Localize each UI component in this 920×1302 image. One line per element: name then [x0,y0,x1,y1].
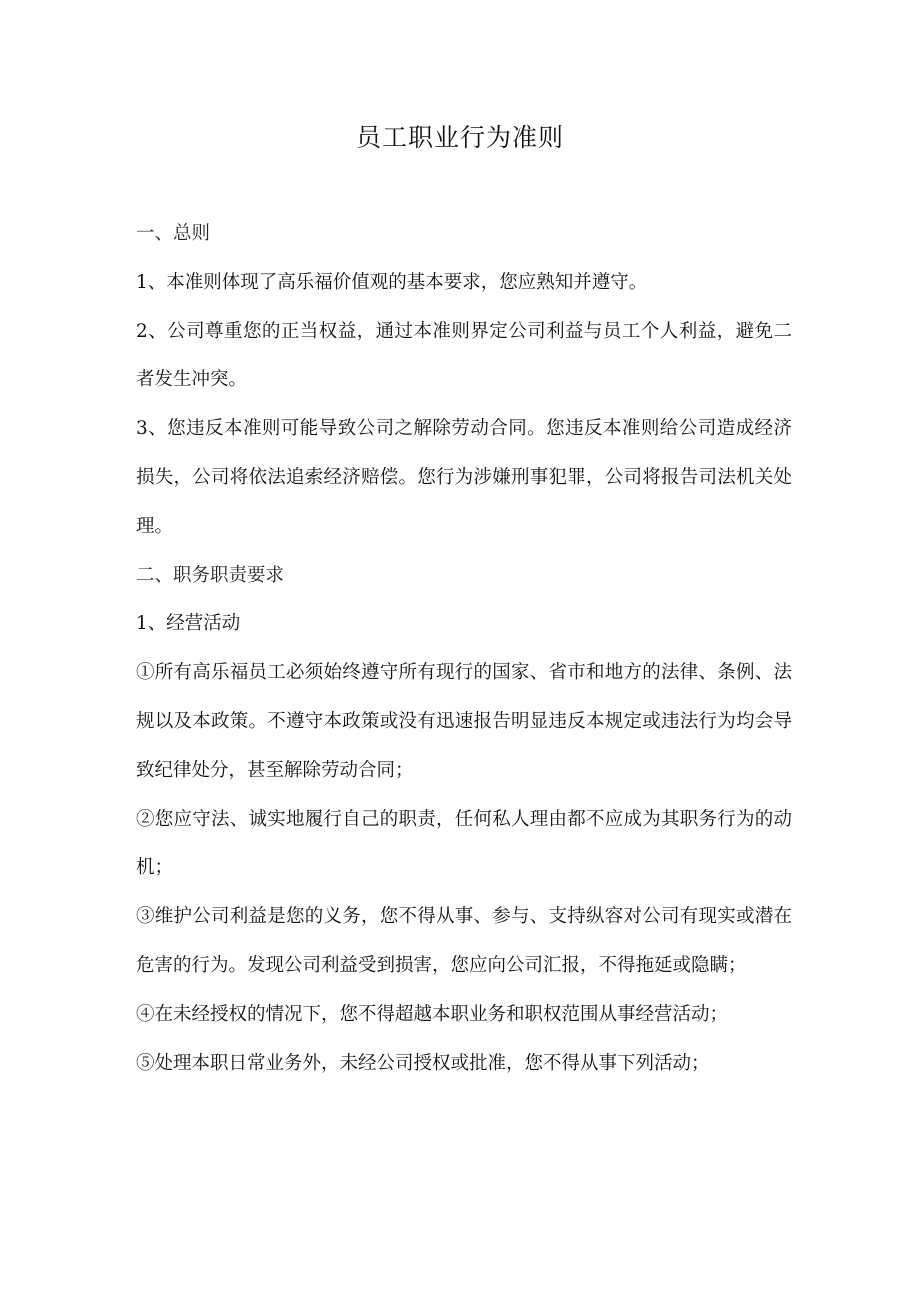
document-title: 员工职业行为准则 [355,123,564,152]
paragraph-general-1: 1、本准则体现了高乐福价值观的基本要求，您应熟知并遵守。 [136,271,648,293]
section-heading-general: 一、总则 [136,223,211,244]
paragraph-item-4: ④在未经授权的情况下，您不得超越本职业务和职权范围从事经营活动； [136,1003,729,1025]
paragraph-item-1: ①所有高乐福员工必须始终遵守所有现行的国家、省市和地方的法律、条例、法规以及本政策。不遵守本政策或没有迅速报告明显违反本规定或违法行为均会导致纪律处分，甚至解除劳动合同； [136,662,792,781]
paragraph-item-3: ③维护公司利益是您的义务，您不得从事、参与、支持纵容对公司有现实或潜在危害的行为。发现公司利益受到损害，您应向公司汇报，不得拖延或隐瞒； [136,906,792,976]
subheading-business-activities: 1、经营活动 [136,613,241,635]
paragraph-item-5: ⑤处理本职日常业务外，未经公司授权或批准，您不得从事下列活动； [136,1052,710,1074]
section-heading-duties: 二、职务职责要求 [136,564,285,586]
paragraph-item-2: ②您应守法、诚实地履行自己的职责，任何私人理由都不应成为其职务行为的动机； [136,808,792,879]
paragraph-general-3: 3、您违反本准则可能导致公司之解除劳动合同。您违反本准则给公司造成经济损失，公司将依法追索经济赔偿。您行为涉嫌刑事犯罪，公司将报告司法机关处理。 [136,418,792,537]
paragraph-general-2: 2、公司尊重您的正当权益，通过本准则界定公司利益与员工个人利益，避免二者发生冲突。 [136,320,792,391]
document-body [136,210,792,1088]
